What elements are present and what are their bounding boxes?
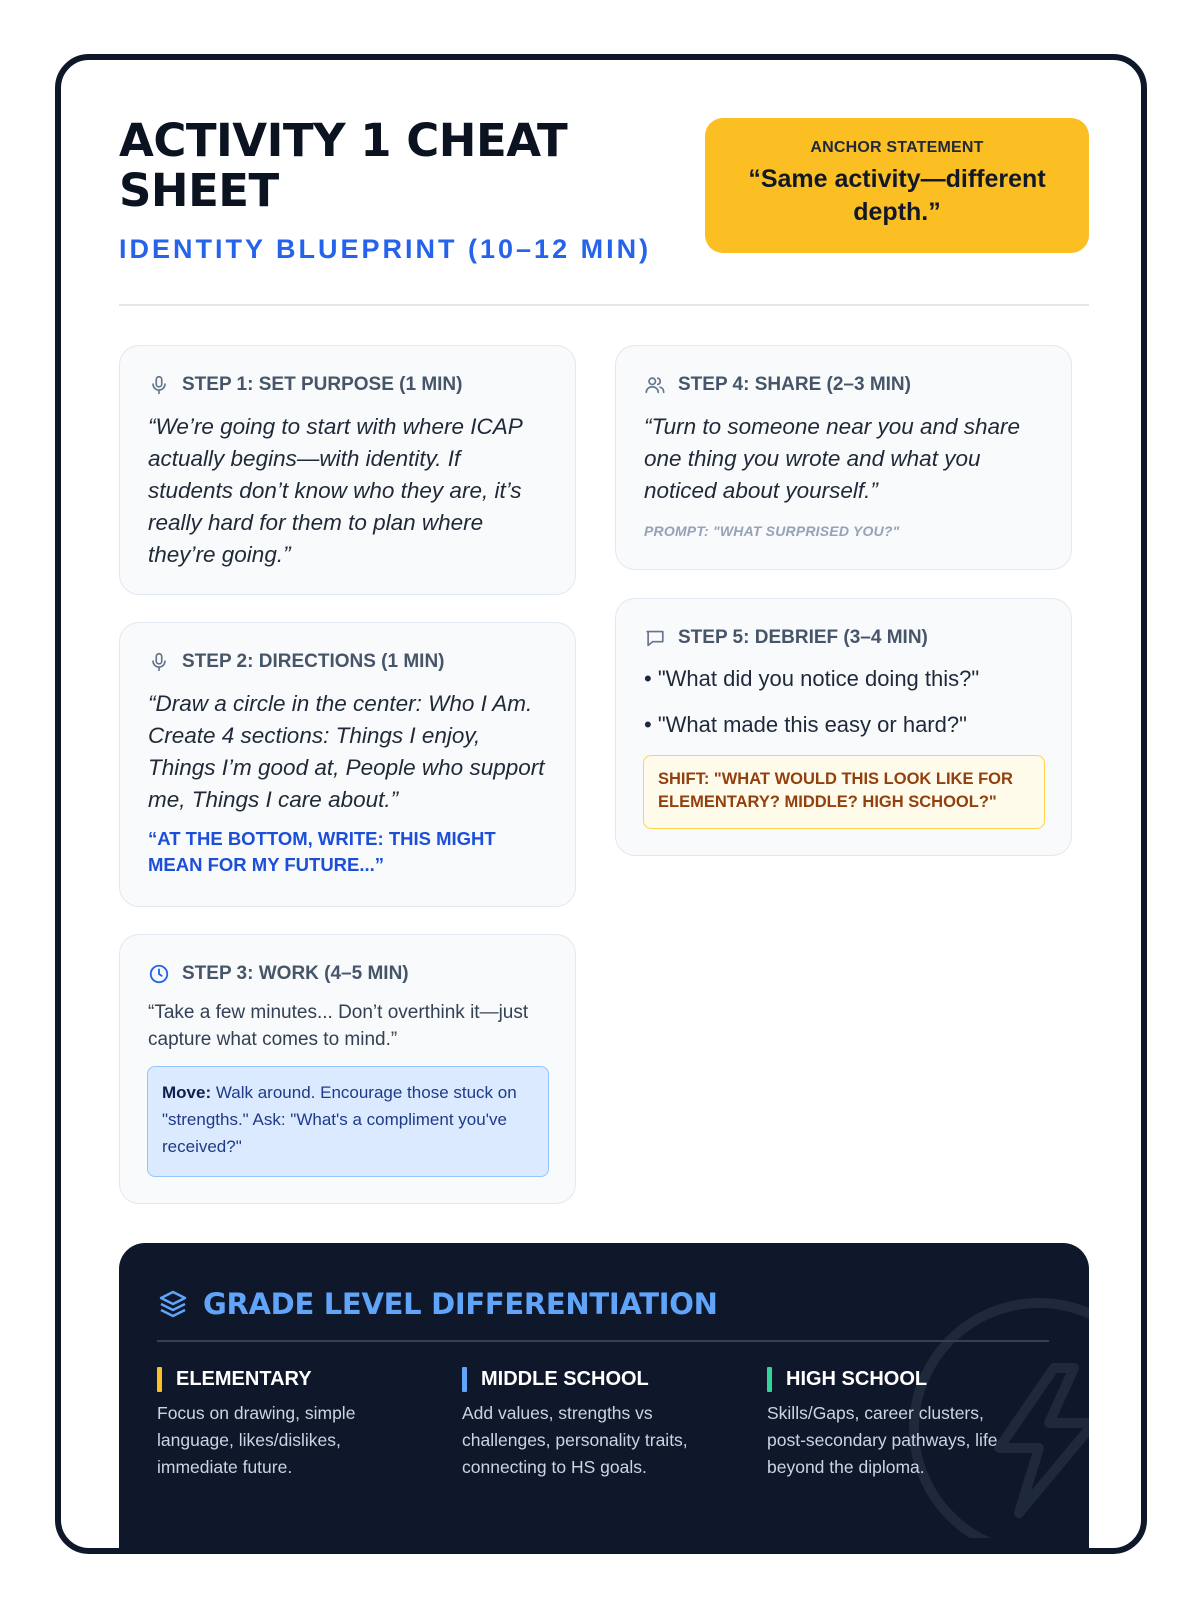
grade-heading-text: HIGH SCHOOL: [786, 1368, 928, 1390]
page-title: ACTIVITY 1 CHEAT SHEET: [119, 114, 568, 217]
step-3-title: STEP 3: WORK (4–5 MIN): [182, 963, 409, 984]
move-label: Move:: [162, 1083, 212, 1102]
grade-column-elementary: [157, 1367, 417, 1481]
microphone-icon: [148, 374, 170, 396]
step-3-card: [119, 934, 576, 1204]
step-5-header: [644, 627, 928, 649]
grade-column-heading: [767, 1367, 1027, 1392]
differentiation-title: GRADE LEVEL DIFFERENTIATION: [203, 1287, 718, 1321]
step-5-bullet: • "What made this easy or hard?": [644, 712, 967, 737]
step-3-header: [148, 963, 409, 985]
step-4-card: [615, 345, 1072, 570]
grade-column-text: Focus on drawing, simple language, likes/dislikes, immediate future.: [157, 1403, 356, 1477]
microphone-icon: [148, 651, 170, 673]
anchor-label: ANCHOR STATEMENT: [810, 139, 984, 156]
step-2-quote: “Draw a circle in the center: Who I Am. Create 4 sections: Things I enjoy, Things I’m good at, People who support me, Things I care about.”: [148, 691, 545, 812]
grade-differentiation-panel: [119, 1243, 1089, 1554]
grade-column-text: Add values, strengths vs challenges, personality traits, connecting to HS goals.: [462, 1403, 688, 1477]
step-2-cta: “AT THE BOTTOM, WRITE: THIS MIGHT MEAN FOR MY FUTURE...”: [148, 828, 496, 875]
anchor-quote: “Same activity—different depth.”: [748, 165, 1046, 226]
step-4-header: [644, 374, 911, 396]
step-3-move-box: [147, 1066, 549, 1177]
step-4-quote: “Turn to someone near you and share one thing you wrote and what you noticed about yourself.”: [644, 414, 1021, 503]
users-icon: [644, 374, 666, 396]
move-text: Walk around. Encourage those stuck on "strengths." Ask: "What's a compliment you've received?": [162, 1083, 517, 1156]
step-2-title: STEP 2: DIRECTIONS (1 MIN): [182, 651, 445, 672]
step-5-title: STEP 5: DEBRIEF (3–4 MIN): [678, 627, 928, 648]
grade-column-text: Skills/Gaps, career clusters, post-secondary pathways, life beyond the diploma.: [767, 1403, 998, 1477]
chat-bubble-icon: [644, 627, 666, 649]
layers-icon: [157, 1288, 189, 1320]
grade-column-middle-school: [462, 1367, 722, 1481]
grade-heading-text: MIDDLE SCHOOL: [481, 1368, 649, 1390]
step-1-card: [119, 345, 576, 595]
step-3-quote: “Take a few minutes... Don’t overthink it—just capture what comes to mind.”: [148, 1002, 529, 1050]
step-1-title: STEP 1: SET PURPOSE (1 MIN): [182, 374, 463, 395]
page-subtitle: IDENTITY BLUEPRINT (10–12 MIN): [119, 234, 652, 264]
step-2-card: [119, 622, 576, 907]
step-1-quote: “We’re going to start with where ICAP actually begins—with identity. If students don’t know who they are, it’s really hard for them to plan where they’re going.”: [148, 414, 522, 567]
differentiation-header: [157, 1287, 718, 1321]
header-divider: [119, 304, 1089, 306]
step-2-header: [148, 651, 445, 673]
step-1-header: [148, 374, 462, 396]
step-5-bullet: • "What did you notice doing this?": [644, 666, 980, 691]
step-5-card: [615, 598, 1072, 856]
grade-column-heading: [157, 1367, 417, 1392]
accent-bar: [157, 1367, 162, 1392]
step-4-prompt: PROMPT: "WHAT SURPRISED YOU?": [644, 523, 900, 539]
accent-bar: [462, 1367, 467, 1392]
grade-heading-text: ELEMENTARY: [176, 1368, 312, 1390]
anchor-statement-box: [705, 118, 1089, 253]
grade-column-heading: [462, 1367, 722, 1392]
step-4-title: STEP 4: SHARE (2–3 MIN): [678, 374, 911, 395]
grade-column-high-school: [767, 1367, 1027, 1481]
cheat-sheet-frame: [55, 54, 1147, 1554]
step-5-shift-box: SHIFT: "WHAT WOULD THIS LOOK LIKE FOR ELEMENTARY? MIDDLE? HIGH SCHOOL?": [643, 755, 1045, 829]
differentiation-divider: [157, 1340, 1049, 1342]
clock-icon: [148, 963, 170, 985]
accent-bar: [767, 1367, 772, 1392]
